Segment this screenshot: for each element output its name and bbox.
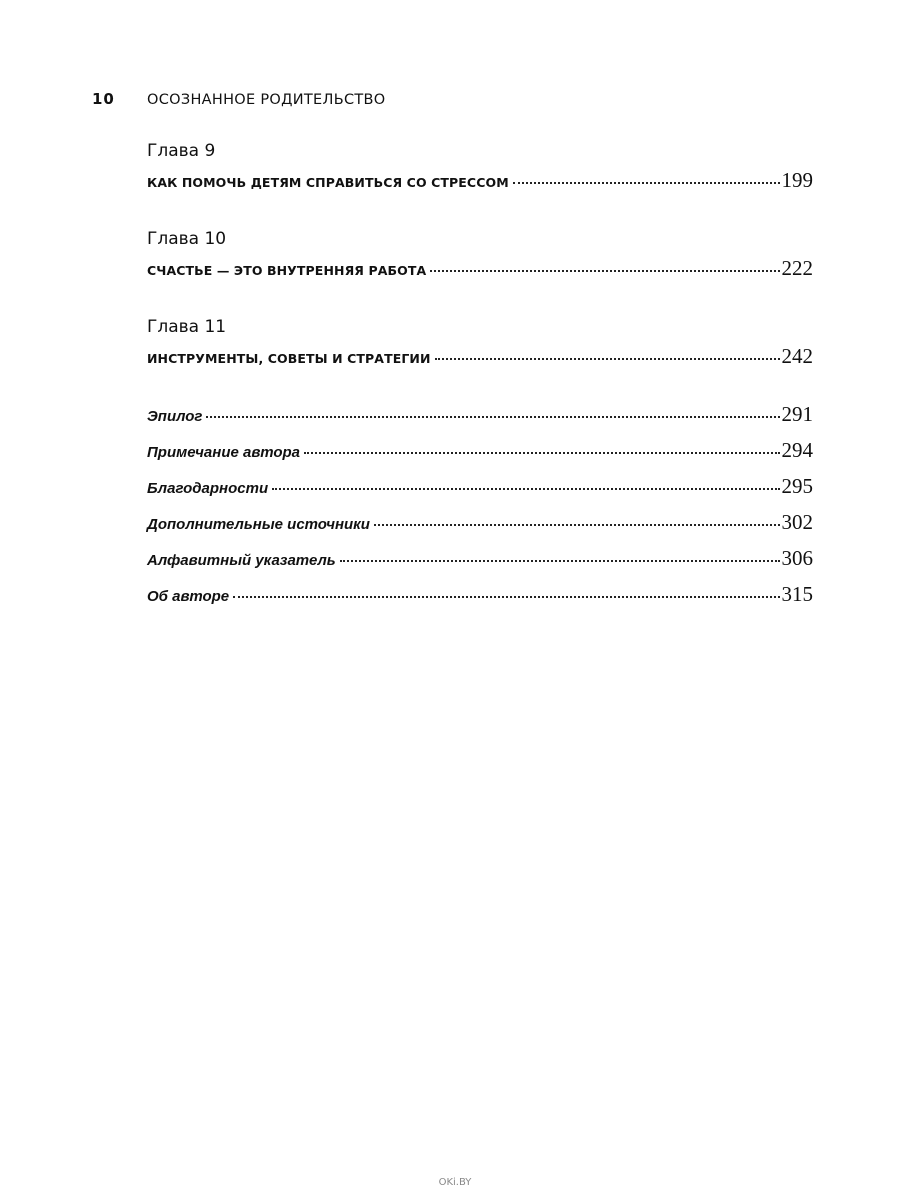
entry-title: Примечание автора: [147, 444, 301, 461]
entry-title: Эпилог: [147, 408, 203, 425]
toc-entry-about-author[interactable]: [147, 582, 813, 618]
chapter-page-number: 222: [781, 256, 813, 280]
entry-page-number: 294: [781, 438, 813, 462]
dot-leader: [340, 560, 780, 562]
entry-page-number: 295: [781, 474, 813, 498]
chapter-label: Глава 10: [147, 229, 227, 249]
toc-entry-author-note[interactable]: [147, 438, 813, 474]
toc-chapter-9: [147, 140, 813, 196]
page-number: 10: [92, 90, 115, 108]
entry-title: Об авторе: [147, 588, 230, 605]
toc-entry-acknowledgements[interactable]: [147, 474, 813, 510]
dot-leader: [374, 524, 780, 526]
dot-leader: [233, 596, 779, 598]
chapter-page-number: 199: [781, 168, 813, 192]
entry-title: Дополнительные источники: [147, 516, 370, 533]
book-title: ОСОЗНАННОЕ РОДИТЕЛЬСТВО: [147, 92, 386, 108]
toc-entry[interactable]: [147, 168, 813, 196]
chapter-title: ИНСТРУМЕНТЫ, СОВЕТЫ И СТРАТЕГИИ: [147, 351, 431, 366]
toc-entry[interactable]: [147, 344, 813, 372]
dot-leader: [435, 358, 780, 360]
chapter-label: Глава 11: [147, 317, 227, 337]
toc-entry-index[interactable]: [147, 546, 813, 582]
entry-title: Благодарности: [147, 480, 269, 497]
dot-leader: [272, 488, 779, 490]
chapter-title: КАК ПОМОЧЬ ДЕТЯМ СПРАВИТЬСЯ СО СТРЕССОМ: [147, 175, 509, 190]
entry-title: Алфавитный указатель: [147, 552, 336, 569]
entry-page-number: 315: [781, 582, 813, 606]
running-header: [92, 90, 386, 108]
entry-page-number: 302: [781, 510, 813, 534]
toc-chapter-11: [147, 316, 813, 372]
watermark: OKi.BY: [438, 1177, 472, 1188]
entry-page-number: 306: [781, 546, 813, 570]
dot-leader: [206, 416, 779, 418]
entry-page-number: 291: [781, 402, 813, 426]
dot-leader: [304, 452, 779, 454]
chapter-label: Глава 9: [147, 141, 216, 161]
toc-entry-epilogue[interactable]: [147, 402, 813, 438]
dot-leader: [430, 270, 779, 272]
chapter-page-number: 242: [781, 344, 813, 368]
back-matter-list: [147, 402, 813, 618]
toc-chapter-10: [147, 228, 813, 284]
table-of-contents: [147, 140, 813, 618]
toc-entry-additional-sources[interactable]: [147, 510, 813, 546]
dot-leader: [513, 182, 780, 184]
chapter-title: СЧАСТЬЕ — ЭТО ВНУТРЕННЯЯ РАБОТА: [147, 263, 427, 278]
toc-entry[interactable]: [147, 256, 813, 284]
